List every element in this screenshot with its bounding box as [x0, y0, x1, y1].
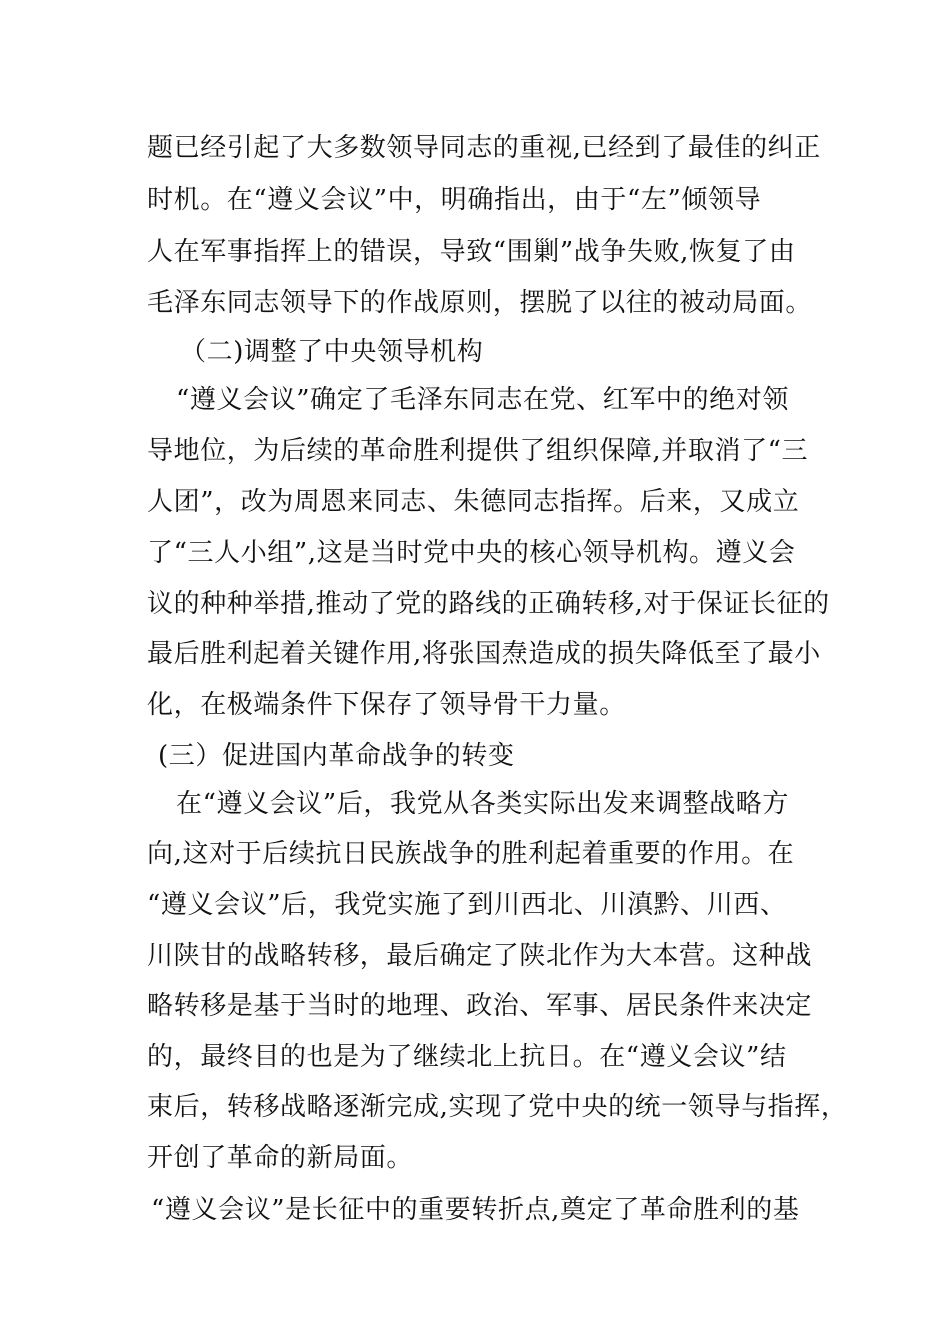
paragraph-line: “遵义会议”确定了毛泽东同志在党、红军中的绝对领	[176, 385, 789, 415]
paragraph-line: 导地位，为后续的革命胜利提供了组织保障,并取消了“三	[147, 436, 809, 466]
paragraph-line: “遵义会议”后，我党实施了到川西北、川滇黔、川西、	[147, 890, 787, 920]
paragraph-line: 题已经引起了大多数领导同志的重视,已经到了最佳的纠正	[147, 133, 821, 163]
paragraph-line: 人在军事指挥上的错误，导致“围剿”战争失败,恢复了由	[147, 237, 796, 267]
paragraph-line: 的，最终目的也是为了继续北上抗日。在“遵义会议”结	[147, 1042, 787, 1072]
section-heading: (三）促进国内革命战争的转变	[158, 741, 515, 771]
paragraph-line: 最后胜利起着关键作用,将张国焘造成的损失降低至了最小	[147, 639, 821, 669]
paragraph-line: 了“三人小组”,这是当时党中央的核心领导机构。遵义会	[147, 538, 796, 568]
paragraph-line: 时机。在“遵义会议”中，明确指出，由于“左”倾领导	[147, 185, 762, 215]
paragraph-line: 在“遵义会议”后，我党从各类实际出发来调整战略方	[176, 789, 789, 819]
paragraph-line: 略转移是基于当时的地理、政治、军事、居民条件来决定	[147, 991, 813, 1021]
paragraph-line: 川陕甘的战略转移，最后确定了陕北作为大本营。这种战	[147, 941, 813, 971]
paragraph-line: 开创了革命的新局面。	[147, 1143, 414, 1173]
paragraph-line: 人团”，改为周恩来同志、朱德同志指挥。后来，又成立	[147, 487, 800, 517]
paragraph-line: 束后，转移战略逐渐完成,实现了党中央的统一领导与指挥，	[147, 1092, 848, 1122]
paragraph-line: “遵义会议”是长征中的重要转折点,奠定了革命胜利的基	[151, 1195, 800, 1225]
paragraph-line: 化，在极端条件下保存了领导骨干力量。	[147, 690, 626, 720]
paragraph-line: 议的种种举措,推动了党的路线的正确转移,对于保证长征的	[147, 589, 830, 619]
paragraph-line: 毛泽东同志领导下的作战原则，摆脱了以往的被动局面。	[147, 288, 813, 318]
section-heading: （二)调整了中央领导机构	[180, 337, 484, 367]
paragraph-line: 向,这对于后续抗日民族战争的胜利起着重要的作用。在	[147, 839, 795, 869]
